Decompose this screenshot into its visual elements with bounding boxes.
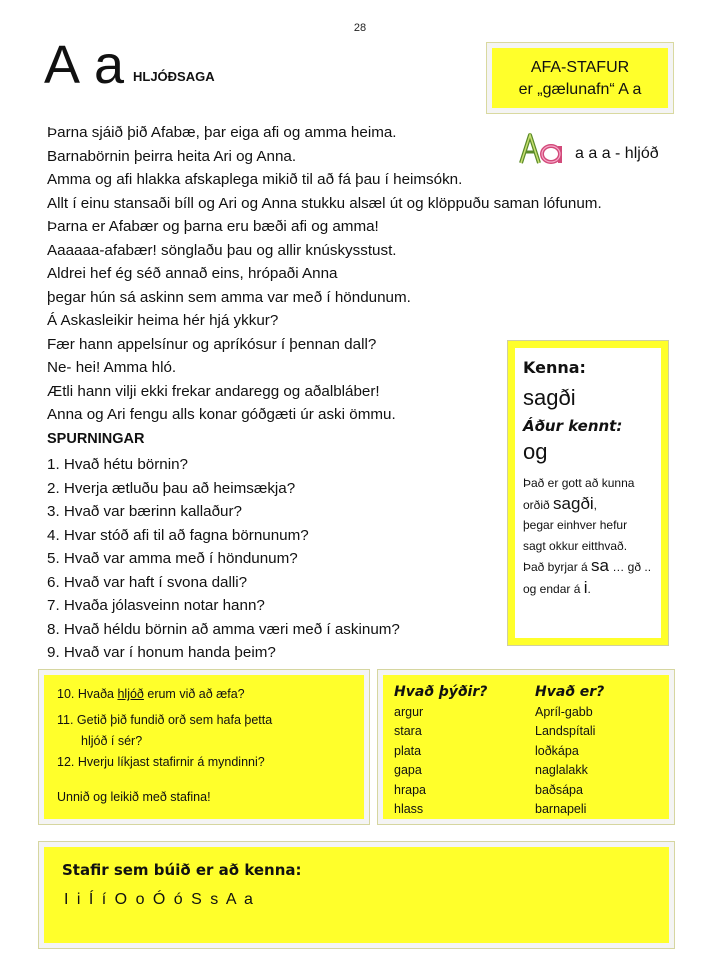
- kenna-desc-line: Það byrjar á sa … gð ..: [523, 556, 652, 575]
- vocab-word: barnapeli: [535, 802, 587, 816]
- afa-stafur-nickname: er „gælunafn“ A a: [518, 81, 642, 98]
- extra-questions-box: [39, 670, 369, 824]
- story-line: Fær hann appelsínur og apríkósur í þennan dall?: [47, 335, 377, 353]
- vocab-word: Landspítali: [535, 724, 596, 738]
- question-11-cont: hljóð í sér?: [81, 734, 143, 748]
- taught-letters-title: Stafir sem búið er að kenna:: [62, 861, 302, 879]
- kenna-desc-line: Það er gott að kunna: [523, 476, 635, 490]
- story-line: Aaaaaa-afabær! sönglaðu þau og allir knúskysstust.: [47, 241, 397, 259]
- kenna-description: [523, 473, 663, 599]
- closing-line: Unnið og leikið með stafina!: [57, 790, 211, 804]
- vocab-word: naglalakk: [535, 763, 588, 777]
- question-11: 11. Getið þið fundið orð sem hafa þetta: [57, 713, 273, 727]
- vocab-word: loðkápa: [535, 743, 579, 758]
- question-item: 5. Hvað var amma með í höndunum?: [47, 550, 298, 567]
- vocab-word: hrapa: [394, 782, 426, 797]
- question-item: 1. Hvað hétu börnin?: [47, 456, 189, 473]
- what-means-column: [394, 683, 487, 820]
- question-item: 7. Hvaða jólasveinn notar hann?: [47, 597, 265, 614]
- question-12: 12. Hverju líkjast stafirnir á myndinni?: [57, 755, 265, 769]
- big-letter-heading: A a: [44, 35, 126, 95]
- vocabulary-box: [378, 670, 674, 824]
- vocab-word: Apríl-gabb: [535, 704, 593, 719]
- questions-heading: SPURNINGAR: [47, 431, 145, 447]
- afa-stafur-title: AFA-STAFUR: [530, 59, 630, 76]
- question-item: 9. Hvað var í honum handa þeim?: [47, 644, 276, 661]
- vocab-word: stara: [394, 724, 422, 738]
- question-item: 3. Hvað var bærinn kallaður?: [47, 503, 243, 520]
- vocab-word: hlass: [394, 802, 424, 816]
- question-item: 6. Hvað var haft í svona dalli?: [47, 573, 248, 591]
- story-line: Þarna er Afabær og þarna eru bæði afi og amma!: [47, 218, 379, 235]
- question-10: 10. Hvaða hljóð erum við að æfa?: [57, 687, 245, 701]
- vocab-word: argur: [394, 704, 424, 719]
- kenna-title: Kenna:: [523, 358, 586, 377]
- story-line: Amma og afi hlakka afskaplega mikið til að fá þau í heimsókn.: [47, 171, 463, 188]
- question-item: 2. Hverja ætluðu þau að heimsækja?: [47, 479, 296, 497]
- story-subtitle: HLJÓÐSAGA: [133, 69, 215, 84]
- vocab-word: plata: [394, 743, 422, 758]
- story-line: þegar hún sá askinn sem amma var með í höndunum.: [47, 288, 411, 306]
- kenna-word: sagði: [523, 385, 576, 410]
- story-line: Anna og Ari fengu alls konar góðgæti úr aski ömmu.: [47, 406, 396, 423]
- questions-list: [47, 453, 400, 665]
- previously-taught-word: og: [523, 439, 548, 464]
- story-line: Ne- hei! Amma hló.: [47, 359, 177, 376]
- story-line: Barnabörnin þeirra heita Ari og Anna.: [47, 147, 297, 165]
- what-is-column: [535, 683, 604, 820]
- page-number: 28: [353, 22, 367, 34]
- kenna-desc-line: og endar á i.: [523, 577, 591, 597]
- vocab-word: baðsápa: [535, 782, 583, 797]
- aa-sound-label: a a a - hljóð: [575, 145, 659, 162]
- kenna-box: [508, 341, 668, 645]
- previously-taught-title: Áður kennt:: [523, 417, 623, 435]
- question-item: 8. Hvað héldu börnin að amma væri með í askinum?: [47, 620, 400, 638]
- question-item: 4. Hvar stóð afi til að fagna börnunum?: [47, 526, 309, 544]
- story-line: Allt í einu stansaði bíll og Ari og Anna stukku alsæl út og klöppuðu saman lófunum.: [47, 194, 602, 212]
- vocab-word: gapa: [394, 763, 422, 777]
- story-line: Aldrei hef ég séð annað eins, hrópaði Anna: [47, 265, 338, 282]
- story-line: Þarna sjáið þið Afabæ, þar eiga afi og amma heima.: [47, 124, 397, 141]
- kenna-desc-line: orðið sagði,: [523, 493, 598, 513]
- what-is-title: Hvað er?: [535, 684, 605, 700]
- story-line: Ætli hann vilji ekki frekar andaregg og aðalbláber!: [47, 382, 380, 400]
- afa-stafur-box: [487, 43, 673, 113]
- taught-letters-box: [39, 842, 674, 948]
- what-means-title: Hvað þýðir?: [394, 684, 488, 700]
- kenna-desc-line: sagt okkur eitthvað.: [523, 538, 628, 553]
- kenna-desc-line: þegar einhver hefur: [523, 518, 628, 532]
- story-line: Á Askasleikir heima hér hjá ykkur?: [47, 312, 279, 329]
- taught-letters-list: I i Í í O o Ó ó S s A a: [64, 891, 255, 908]
